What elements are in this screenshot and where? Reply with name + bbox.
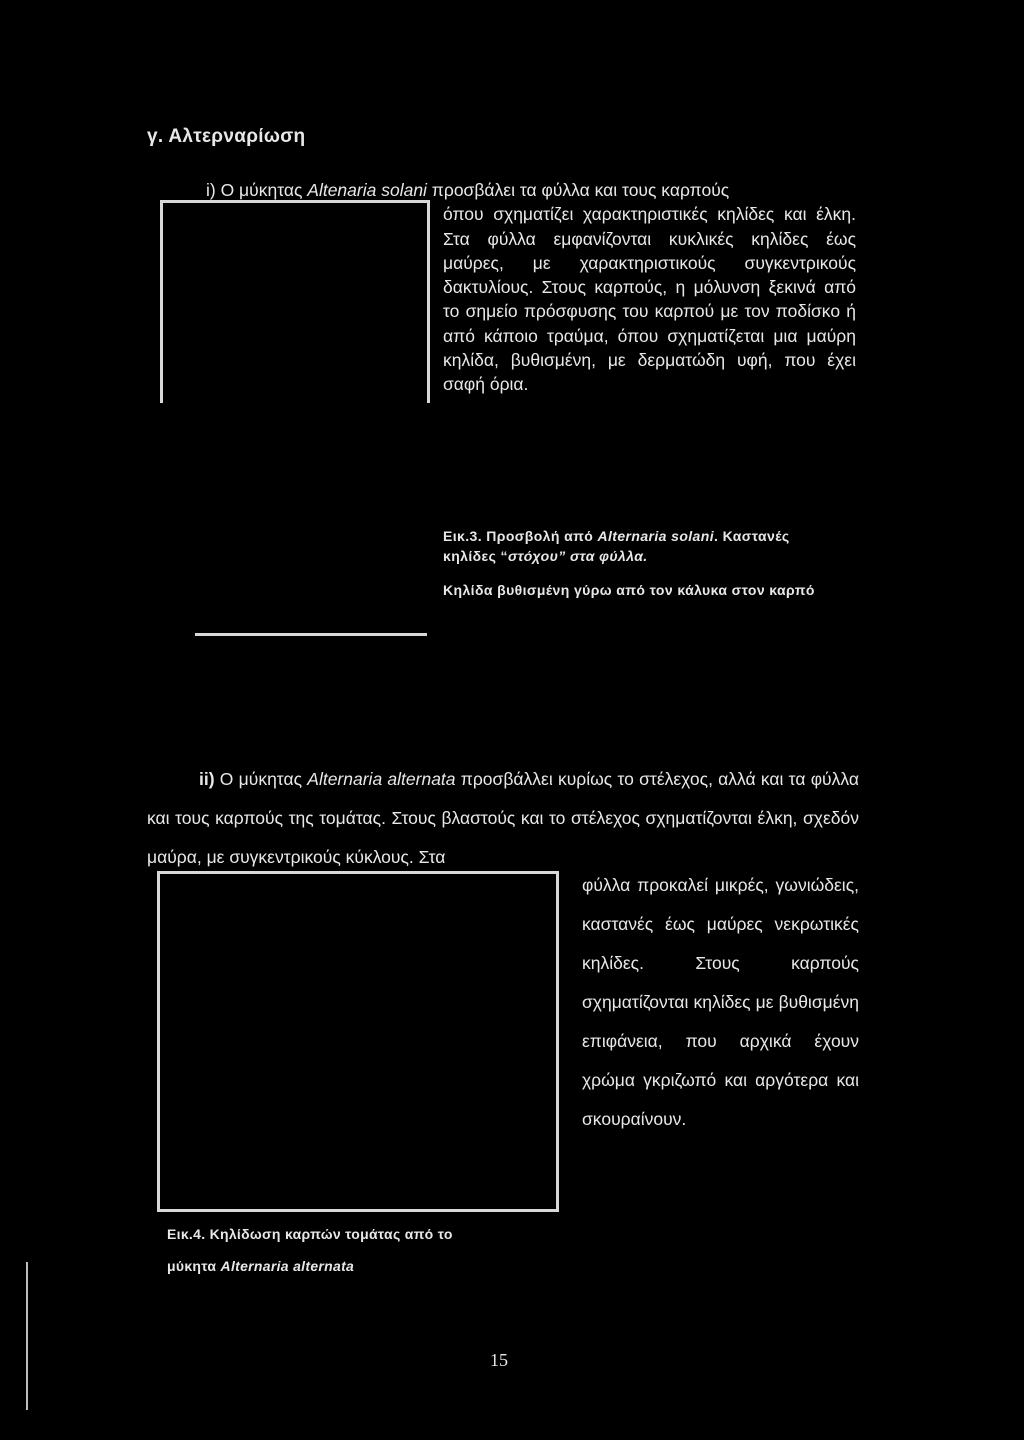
- page-number: 15: [490, 1350, 508, 1370]
- paragraph-2-lead: ii) Ο μύκητας Alternaria alternata προσβάλλει κυρίως το στέλεχος, αλλά και τα φύλλα και τους καρπούς της τομάτας. Στους βλαστούς και το στέλεχος σχηματίζονται έλκη, σχεδόν μαύρα, με συγκεντρικούς κύκλους. Στα: [147, 769, 859, 867]
- paragraph-2-side-text: φύλλα προκαλεί μικρές, γωνιώδεις, καστανές έως μαύρες νεκρωτικές κηλίδες. Στους καρπούς σχηματίζονται κηλίδες με βυθισμένη επιφάνεια, που αρχικά έχουν χρώμα γκριζωπό και αργότερα και σκουραίνουν.: [582, 875, 859, 1129]
- figure-4-image-frame: [157, 871, 559, 1212]
- list-marker: ii): [199, 769, 215, 789]
- caption-line-1: Εικ.3. Προσβολή από Alternaria solani. Καστανές: [443, 528, 790, 544]
- paragraph-alternaria-alternata: [147, 760, 859, 877]
- figure-4-caption: [167, 1218, 567, 1282]
- caption-line-2: μύκητα Alternaria alternata: [167, 1258, 355, 1274]
- species-name: Altenaria solani: [307, 180, 427, 200]
- figure-3-caption: [443, 525, 863, 601]
- image-bottom-rule: [195, 633, 427, 636]
- species-name: Alternaria alternata: [307, 769, 456, 789]
- list-marker: i): [206, 180, 216, 200]
- caption-line-1: Εικ.4. Κηλίδωση καρπών τομάτας από το: [167, 1226, 453, 1242]
- species-name: Alternaria solani: [597, 528, 714, 544]
- species-name: Alternaria alternata: [220, 1258, 355, 1274]
- paragraph-alternaria-solani: [206, 178, 856, 397]
- margin-line: [26, 1262, 28, 1410]
- paragraph-1-first-line: i) Ο μύκητας Altenaria solani προσβάλει τα φύλλα και τους καρπούς: [206, 180, 730, 200]
- caption-line-3: Κηλίδα βυθισμένη γύρω από τον κάλυκα στον καρπό: [443, 582, 815, 598]
- paragraph-1-body: όπου σχηματίζει χαρακτηριστικές κηλίδες και έλκη. Στα φύλλα εμφανίζονται κυκλικές κηλίδες έως μαύρες, με χαρακτηριστικούς συγκεντρικούς δακτυλίους. Στους καρπούς, η μόλυνση ξεκινά από το σημείο πρόσφυσης του καρπού με τον ποδίσκο ή από κάποιο τραύμα, όπου σχηματίζεται μια μαύρη κηλίδα, βυθισμένη, με δερματώδη υφή, που έχει σαφή όρια.: [443, 204, 856, 395]
- caption-line-2: κηλίδες “στόχου” στα φύλλα.: [443, 548, 648, 564]
- section-heading: γ. Αλτερναρίωση: [147, 126, 306, 147]
